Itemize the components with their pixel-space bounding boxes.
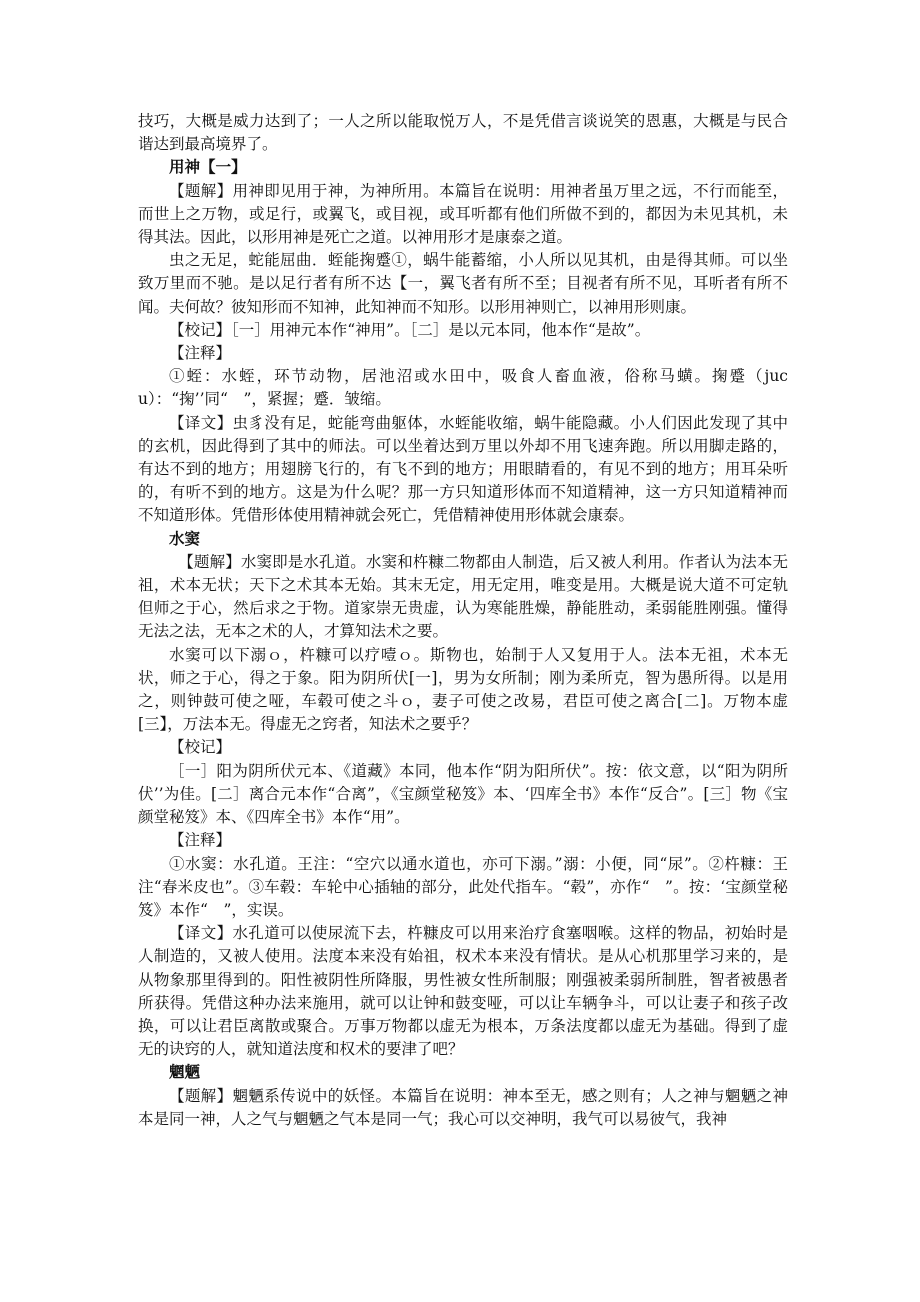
zhushi-1-part-a: ①蛭：水蛭，环节动物，居池沼或水田中，吸食人畜血液，俗称马蟥。掬蹙（jucu）：“掬’’同“ [138, 367, 788, 409]
document-page [138, 110, 788, 1131]
section-heading-wangliang: 魍魉 [169, 1063, 201, 1082]
paragraph-maintext-2: 水窦可以下溺ｏ，杵糠可以疗噎ｏ。斯物也，始制于人又复用于人。法本无祖，术本无状，师之于心，得之于象。阳为阴所伏[一]，男为女所制；刚为柔所克，智为愚所得。以是用之，则钟鼓可使之哑，车毂可使之斗ｏ，妻子可使之改易，君臣可使之离合[二]。万物本虚[三】，万法本无。得虚无之窍者，知法术之要乎？ [138, 645, 788, 734]
paragraph-intro: 技巧，大概是威力达到了；一人之所以能取悦万人，不是凭借言谈说笑的恩惠，大概是与民合谐达到最高境界了。 [138, 112, 788, 154]
paragraph-jiaoji-1: 【校记】［一］用神元本作“神用”。［二］是以元本同，他本作“是故”。 [169, 320, 651, 339]
zhushi-2-part-b: ”。按：‘宝颜堂秘笈》本作“ [138, 877, 789, 919]
paragraph-tijie-1: 【题解】用神即见用于神，为神所用。本篇旨在说明：用神者虽万里之远，不行而能至，而世上之万物，或足行，或翼飞，或目视，或耳听都有他们所做不到的，都因为未见其机，未得其法。因此，以形用神是死亡之道。以神用形才是康泰之道。 [138, 181, 788, 247]
section-heading-shuidou: 水窦 [169, 529, 201, 548]
label-zhushi-2: 【注释】 [169, 831, 232, 850]
paragraph-zhushi-2 [138, 853, 788, 923]
paragraph-yiwen-1: 【译文】虫豸没有足，蛇能弯曲躯体，水蛭能收缩，蜗牛能隐藏。小人们因此发现了其中的玄机，因此得到了其中的师法。可以坐着达到万里以外却不用飞速奔跑。所以用脚走路的，有达不到的地方；用翅膀飞行的，有飞不到的地方；用眼睛看的，有见不到的地方；用耳朵听的，有听不到的地方。这是为什么呢？那一方只知道形体而不知道精神，这一方只知道精神而不知道形体。凭借形体使用精神就会死亡，凭借精神使用形体就会康泰。 [138, 413, 788, 525]
section-heading-yongshen: 用神【一】 [169, 158, 247, 177]
paragraph-yiwen-2: 【译文】水孔道可以使尿流下去，杵糠皮可以用来治疗食塞咽喉。这样的物品，初始时是人制造的，又被人使用。法度本来没有始祖，权术本来没有情状。是从心机那里学习来的，是从物象那里得到的。阳性被阴性所降服，男性被女性所制服；刚强被柔弱所制胜，智者被愚者所获得。凭借这种办法来施用，就可以让钟和鼓变哑，可以让车辆争斗，可以让妻子和孩子改换，可以让君臣离散或聚合。万事万物都以虚无为根本，万条法度都以虚无为基础。得到了虚无的诀窍的人，就知道法度和权术的要津了吧？ [138, 924, 788, 1059]
paragraph-zhushi-1 [138, 365, 788, 411]
zhushi-2-part-c: ”，实误。 [223, 900, 294, 919]
zhushi-1-part-b: ”，紧握；蹙．皱缩。 [243, 390, 391, 409]
paragraph-maintext-1: 虫之无足，蛇能屈曲．蛭能掬蹙①，蜗牛能蓄缩，小人所以见其机，由是得其师。可以坐致万里而不驰。是以足行者有所不达【一，翼飞者有所不至；目视者有所不见，耳听者有所不闻。夫何故？彼知形而不知神，此知神而不知形。以形用神则亡，以神用形则康。 [138, 251, 788, 316]
label-jiaoji-2: 【校记】 [169, 738, 232, 757]
paragraph-tijie-3: 【题解】魍魉系传说中的妖怪。本篇旨在说明：神本至无，感之则有；人之神与魍魉之神本是同一神，人之气与魍魉之气本是同一气；我心可以交神明，我气可以易彼气，我神 [138, 1086, 788, 1128]
label-zhushi-1: 【注释】 [169, 344, 232, 363]
paragraph-jiaoji-2: ［一］阳为阴所伏元本、《道藏》本同，他本作“阴为阳所伏”。按：依文意，以“阳为阴所伏’’为佳。[二］离合元本作“合离”，《宝颜堂秘笈》本、‘四库全书》本作“反合”。[三］物《宝颜堂秘笈》本、《四库全书》本作“用”。 [138, 761, 788, 827]
zhushi-2-part-a: ①水窦：水孔道。王注：“空穴以通水道也，亦可下溺。”溺：小便，同“尿”。②杵糠：王注“春米皮也”。③车毂：车轮中心插轴的部分，此处代指车。“毂”，亦作“ [138, 854, 788, 896]
paragraph-tijie-2: 【题解】水窦即是水孔道。水窦和杵糠二物都由人制造，后又被人利用。作者认为法本无祖，术本无状；天下之术其本无始。其末无定，用无定用，唯变是用。大概是说大道不可定轨但师之于心，然后求之于物。道家崇无贵虚，认为寒能胜燥，静能胜动，柔弱能胜刚强。懂得无法之法，无本之术的人，才算知法术之要。 [138, 552, 788, 641]
